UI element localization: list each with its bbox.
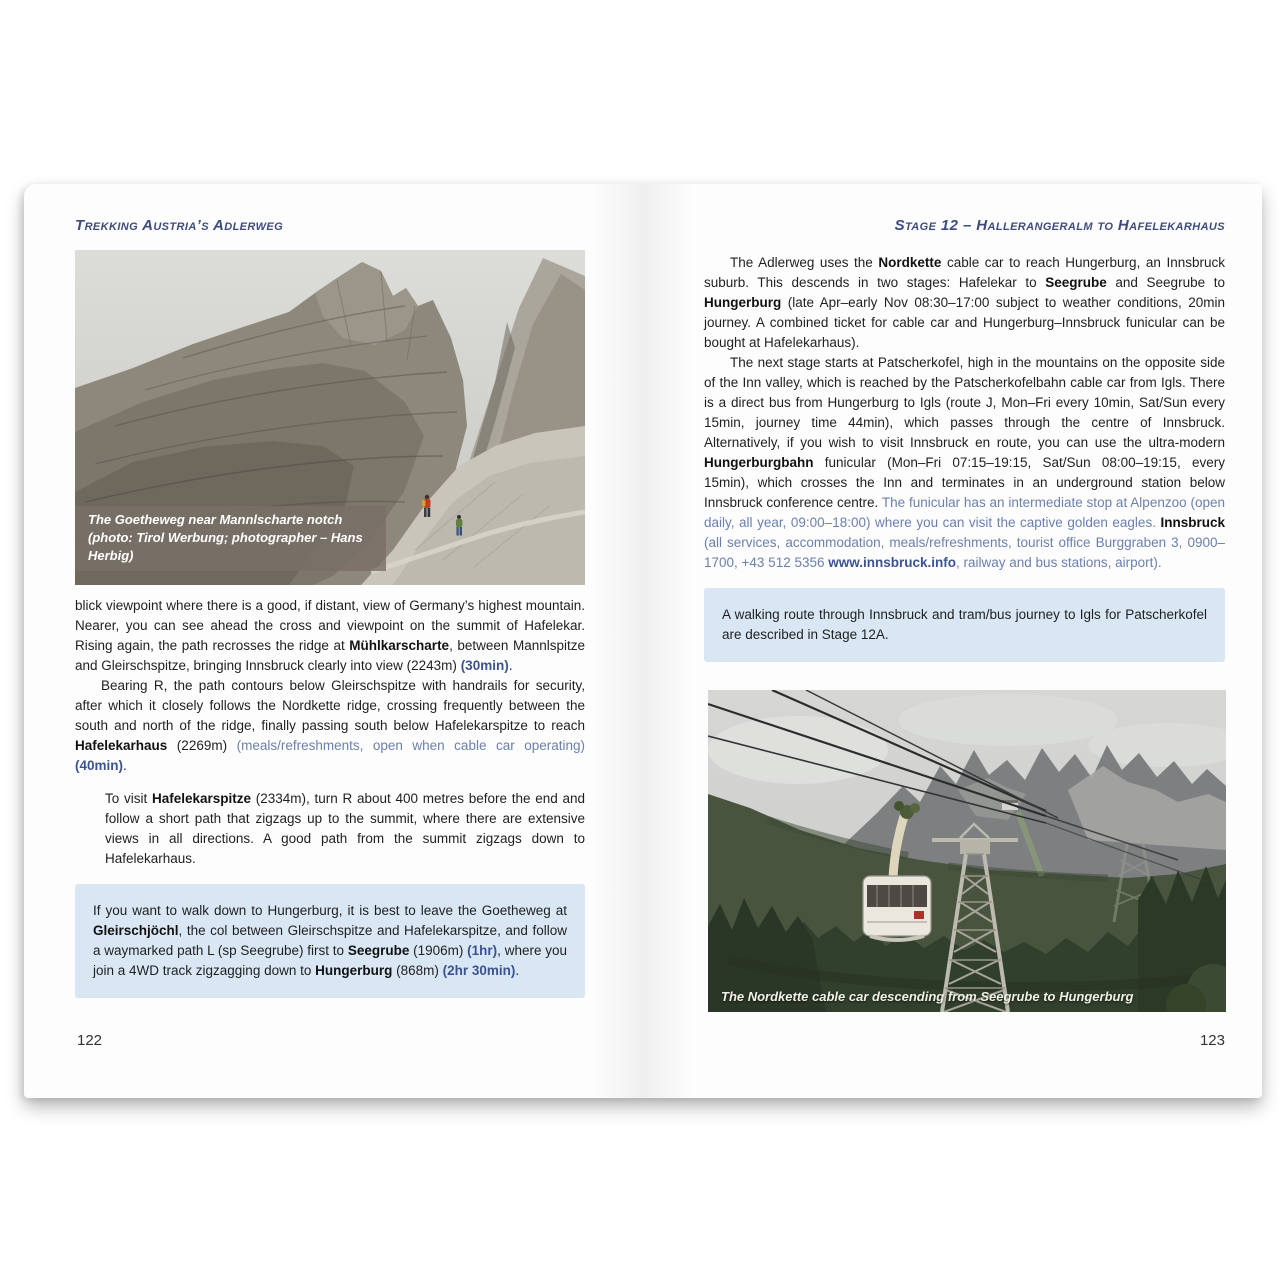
right-cablecar-photo (708, 690, 1226, 1012)
left-info-box: If you want to walk down to Hungerburg, it is best to leave the Goetheweg at Gleirschjöchl, the col between Gleirschspitze and Hafelekarspitze, and follow a waymarked path L (sp Seegrube) first to Seegrube (1906m) (1hr), where you join a 4WD track zigzagging down to Hungerburg (868m) (2hr 30min). (75, 884, 585, 998)
right-paragraph-1: The Adlerweg uses the Nordkette cable car to reach Hungerburg, an Innsbruck suburb. This descends in two stages: Hafelekar to Seegrube and Seegrube to Hungerburg (late Apr–early Nov 08:30–17:00 subject to weather conditions, 20min journey. A combined ticket for cable car and Hungerburg–Innsbruck funicular can be bought at Hafelekarhaus). (704, 255, 1225, 350)
right-paragraph-2: The next stage starts at Patscherkofel, high in the mountains on the opposite side of the Inn valley, which is reached by the Patscherkofelbahn cable car from Igls. There is a direct bus from Hungerburg to Igls (route J, Mon–Fri every 10min, Sat/Sun every 15min, journey time 44min), which passes through the centre of Innsbruck. Alternatively, if you wish to visit Innsbruck en route, you can use the ultra-modern Hungerburgbahn funicular (Mon–Fri 07:15–19:15, Sat/Sun 08:00–19:15, every 15min), which crosses the Inn and terminates in an underground station below Innsbruck conference centre. The funicular has an intermediate stop at Alpenzoo (open daily, all year, 09:00–18:00) where you can visit the captive golden eagles. Innsbruck (all services, accommodation, meals/refreshments, tourist office Burggraben 3, 0900–1700, +43 512 5356 www.innsbruck.info, railway and bus stations, airport). (704, 355, 1225, 570)
right-text-column (704, 253, 1225, 662)
left-mountain-photo (75, 250, 585, 585)
right-page-number: 123 (1199, 1032, 1225, 1049)
left-paragraph-2: Bearing R, the path contours below Gleirschspitze with handrails for security, after which it closely follows the Nordkette ridge, crossing frequently between the south and north of the ridge, finally passing south below Hafelekarspitze to reach Hafelekarhaus (2269m) (meals/refreshments, open when cable car operating) (40min). (75, 678, 585, 773)
right-info-box: A walking route through Innsbruck and tram/bus journey to Igls for Patscherkofel are described in Stage 12A. (704, 588, 1225, 662)
cable-car-cabin (863, 876, 931, 940)
right-running-head: Stage 12 – Hallerangeralm to Hafelekarhaus (894, 217, 1225, 234)
book-spread (24, 184, 1262, 1098)
left-text-column (75, 596, 585, 998)
left-photo-caption: The Goetheweg near Mannlscharte notch (photo: Tirol Werbung; photographer – Hans Herbig) (75, 506, 386, 571)
left-margin-note: To visit Hafelekarspitze (2334m), turn R about 400 metres before the end and follow a short path that zigzags up to the summit, where there are extensive views in all directions. A good path from the summit zigzags down to Hafelekarhaus. (105, 791, 585, 866)
left-running-head: Trekking Austria’s Adlerweg (75, 217, 284, 234)
right-photo-caption: The Nordkette cable car descending from Seegrube to Hungerburg (721, 989, 1134, 1004)
left-page-number: 122 (77, 1032, 103, 1049)
page-gutter-shading (593, 184, 693, 1098)
left-paragraph-1: blick viewpoint where there is a good, if distant, view of Germany’s highest mountain. Nearer, you can see ahead the cross and viewpoint on the summit of Hafelekar. Rising again, the path recrosses the ridge at Mühlkarscharte, between Mannlspitze and Gleirschspitze, bringing Innsbruck clearly into view (2243m) (30min). (75, 598, 585, 673)
cable-car-illustration (708, 690, 1226, 1012)
